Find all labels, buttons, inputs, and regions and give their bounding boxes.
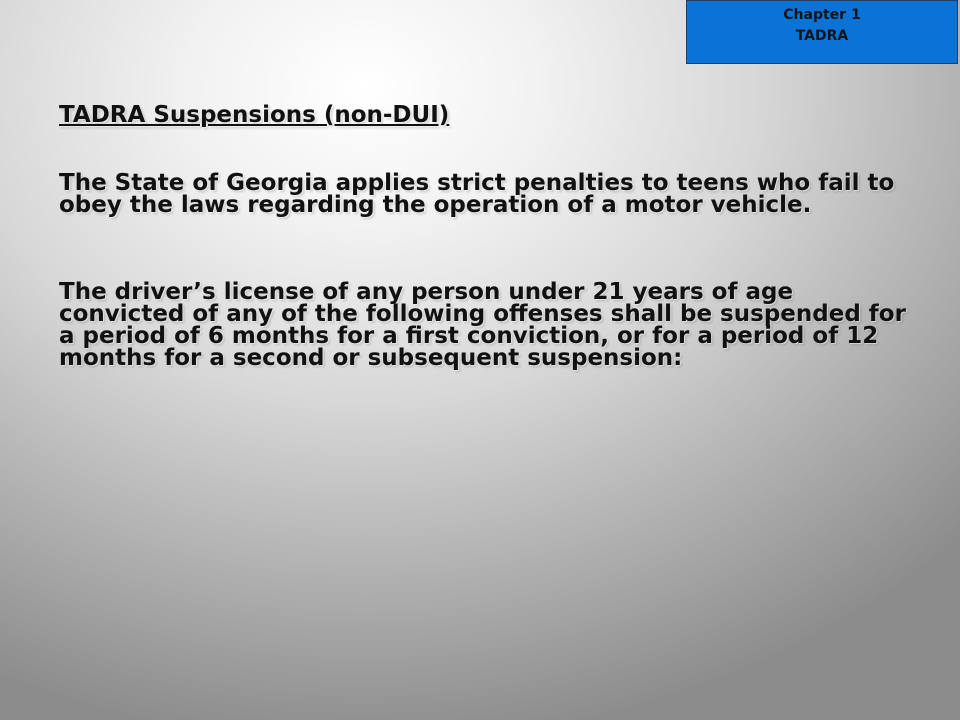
intro-paragraph: The State of Georgia applies strict penalties to teens who fail to obey the laws regarding the operation of a motor vehicle.	[59, 170, 895, 218]
chapter-topic-label: TADRA	[795, 28, 849, 44]
suspension-paragraph: The driver’s license of any person under 21 years of age convicted of any of the following offenses shall be suspended for a period of 6 months for a first conviction, or for a period of 12 months for a second or subsequent suspension:	[59, 279, 906, 371]
slide-heading: TADRA Suspensions (non-DUI)	[59, 102, 450, 128]
chapter-number-label: Chapter 1	[783, 7, 861, 23]
chapter-label-box	[686, 0, 958, 64]
slide-content	[59, 104, 909, 369]
